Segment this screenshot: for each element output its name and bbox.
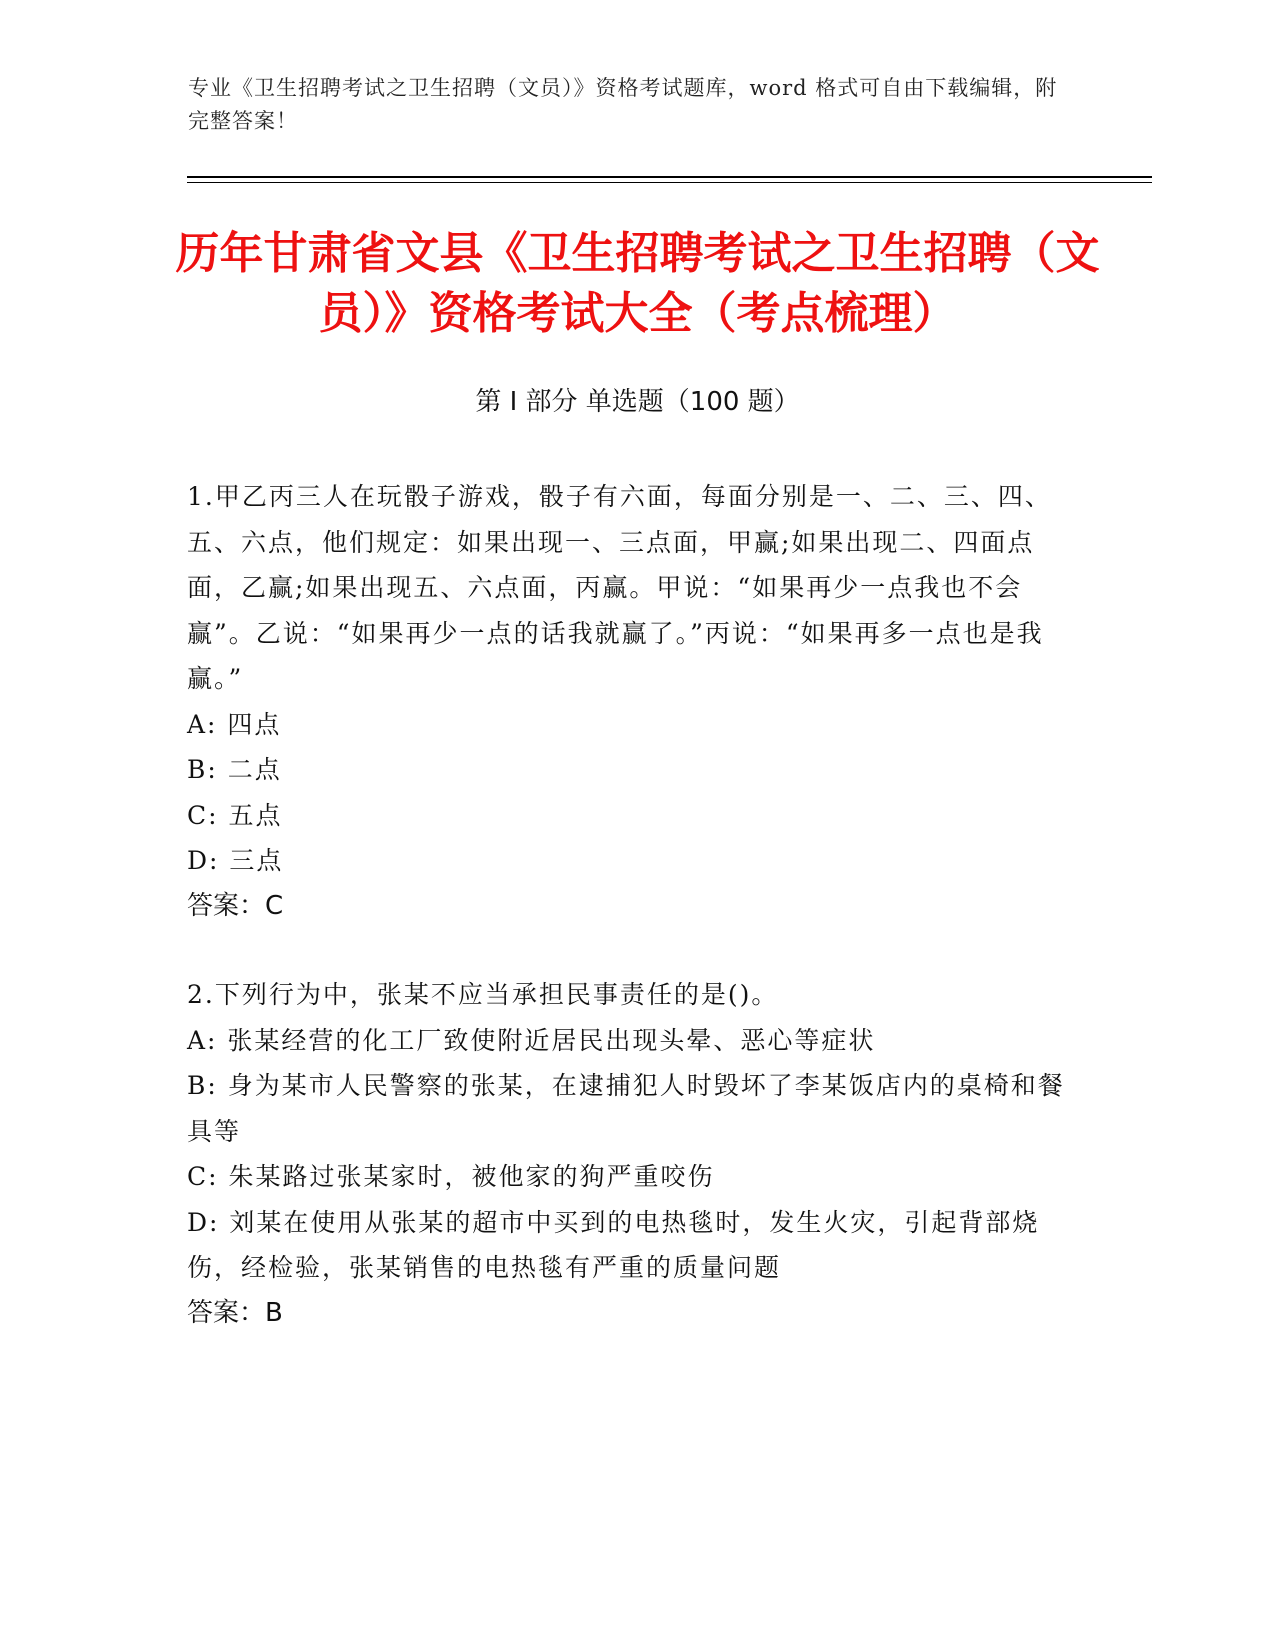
option-b: B: 二点 — [187, 755, 282, 784]
header-note: 专业《卫生招聘考试之卫生招聘（文员）》资格考试题库，word 格式可自由下载编辑，附完整答案！ — [188, 76, 1058, 133]
answer: 答案：B — [187, 1297, 283, 1328]
option-c: C: 五点 — [187, 800, 283, 830]
section-title: 第 I 部分 单选题（100 题） — [475, 387, 800, 417]
option-d: D: 刘某在使用从张某的超市中买到的电热毯时，发生火灾，引起背部烧伤，经检验，张某销售的电热毯有严重的质量问题 — [187, 1207, 1040, 1282]
option-d: D: 三点 — [187, 846, 284, 875]
question-text: 1.甲乙丙三人在玩骰子游戏，骰子有六面，每面分别是一、二、三、四、五、六点，他们规定：如果出现一、三点面，甲赢;如果出现二、四面点面，乙赢;如果出现五、六点面，丙赢。甲说：“如果再少一点我也不会赢”。乙说：“如果再少一点的话我就赢了。”丙说：“如果再多一点也是我赢。” — [187, 482, 1052, 693]
option-a: A: 四点 — [187, 709, 282, 739]
header-divider-thin — [187, 182, 1152, 183]
document-title: 历年甘肃省文县《卫生招聘考试之卫生招聘（文员）》资格考试大全（考点梳理） — [175, 228, 1100, 339]
question-2 — [187, 972, 1067, 1336]
option-c: C: 朱某路过张某家时，被他家的狗严重咬伤 — [187, 1162, 715, 1191]
question-1 — [187, 474, 1067, 929]
option-a: A: 张某经营的化工厂致使附近居民出现头晕、恶心等症状 — [187, 1025, 876, 1055]
answer: 答案：C — [187, 890, 284, 921]
option-b: B: 身为某市人民警察的张某，在逮捕犯人时毁坏了李某饭店内的桌椅和餐具等 — [187, 1071, 1065, 1146]
question-text: 2.下列行为中，张某不应当承担民事责任的是()。 — [187, 980, 779, 1009]
header-divider-thick — [187, 176, 1152, 178]
